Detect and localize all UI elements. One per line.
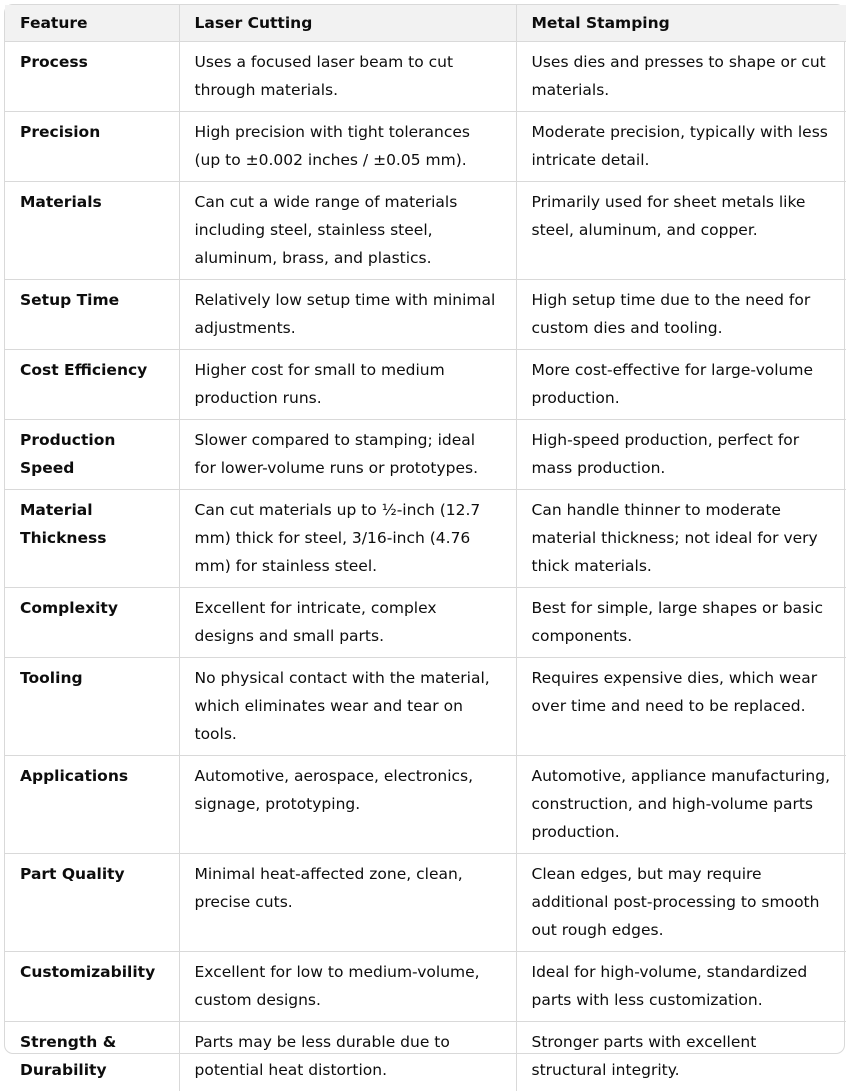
table-row [5,952,846,1022]
laser-cell: Excellent for low to medium-volume, custom designs. [179,952,516,1022]
table-row [5,182,846,280]
table-row [5,280,846,350]
stamping-cell: High-speed production, perfect for mass production. [516,420,846,490]
table-row [5,350,846,420]
stamping-cell: Stronger parts with excellent structural integrity. [516,1022,846,1091]
header-laser-cutting: Laser Cutting [179,5,516,42]
comparison-table-container [4,4,845,1054]
stamping-cell: High setup time due to the need for custom dies and tooling. [516,280,846,350]
laser-cell: Excellent for intricate, complex designs and small parts. [179,588,516,658]
laser-cell: Relatively low setup time with minimal adjustments. [179,280,516,350]
feature-cell: Materials [5,182,179,280]
table-row [5,490,846,588]
stamping-cell: Can handle thinner to moderate material thickness; not ideal for very thick materials. [516,490,846,588]
feature-cell: Material Thickness [5,490,179,588]
table-row [5,756,846,854]
table-row [5,1022,846,1091]
feature-cell: Part Quality [5,854,179,952]
laser-cell: Can cut materials up to ½-inch (12.7 mm) thick for steel, 3/16-inch (4.76 mm) for stainless steel. [179,490,516,588]
laser-cell: Higher cost for small to medium production runs. [179,350,516,420]
table-header [5,5,846,42]
feature-cell: Customizability [5,952,179,1022]
laser-cell: Slower compared to stamping; ideal for lower-volume runs or prototypes. [179,420,516,490]
feature-cell: Strength & Durability [5,1022,179,1091]
header-metal-stamping: Metal Stamping [516,5,846,42]
stamping-cell: Moderate precision, typically with less intricate detail. [516,112,846,182]
feature-cell: Setup Time [5,280,179,350]
laser-cell: Minimal heat-affected zone, clean, precise cuts. [179,854,516,952]
laser-cell: No physical contact with the material, which eliminates wear and tear on tools. [179,658,516,756]
table-row [5,420,846,490]
feature-cell: Tooling [5,658,179,756]
stamping-cell: Clean edges, but may require additional post-processing to smooth out rough edges. [516,854,846,952]
header-feature: Feature [5,5,179,42]
table-body [5,42,846,1091]
feature-cell: Complexity [5,588,179,658]
comparison-table [5,5,846,1091]
header-row [5,5,846,42]
feature-cell: Process [5,42,179,112]
laser-cell: Can cut a wide range of materials including steel, stainless steel, aluminum, brass, and plastics. [179,182,516,280]
table-row [5,42,846,112]
table-row [5,854,846,952]
stamping-cell: Uses dies and presses to shape or cut materials. [516,42,846,112]
laser-cell: Uses a focused laser beam to cut through materials. [179,42,516,112]
stamping-cell: Ideal for high-volume, standardized parts with less customization. [516,952,846,1022]
stamping-cell: Best for simple, large shapes or basic components. [516,588,846,658]
table-row [5,658,846,756]
laser-cell: Automotive, aerospace, electronics, signage, prototyping. [179,756,516,854]
feature-cell: Precision [5,112,179,182]
laser-cell: High precision with tight tolerances (up to ±0.002 inches / ±0.05 mm). [179,112,516,182]
stamping-cell: More cost-effective for large-volume production. [516,350,846,420]
feature-cell: Cost Efficiency [5,350,179,420]
table-row [5,588,846,658]
table-row [5,112,846,182]
stamping-cell: Primarily used for sheet metals like steel, aluminum, and copper. [516,182,846,280]
laser-cell: Parts may be less durable due to potential heat distortion. [179,1022,516,1091]
feature-cell: Applications [5,756,179,854]
stamping-cell: Requires expensive dies, which wear over time and need to be replaced. [516,658,846,756]
feature-cell: Production Speed [5,420,179,490]
stamping-cell: Automotive, appliance manufacturing, construction, and high-volume parts production. [516,756,846,854]
